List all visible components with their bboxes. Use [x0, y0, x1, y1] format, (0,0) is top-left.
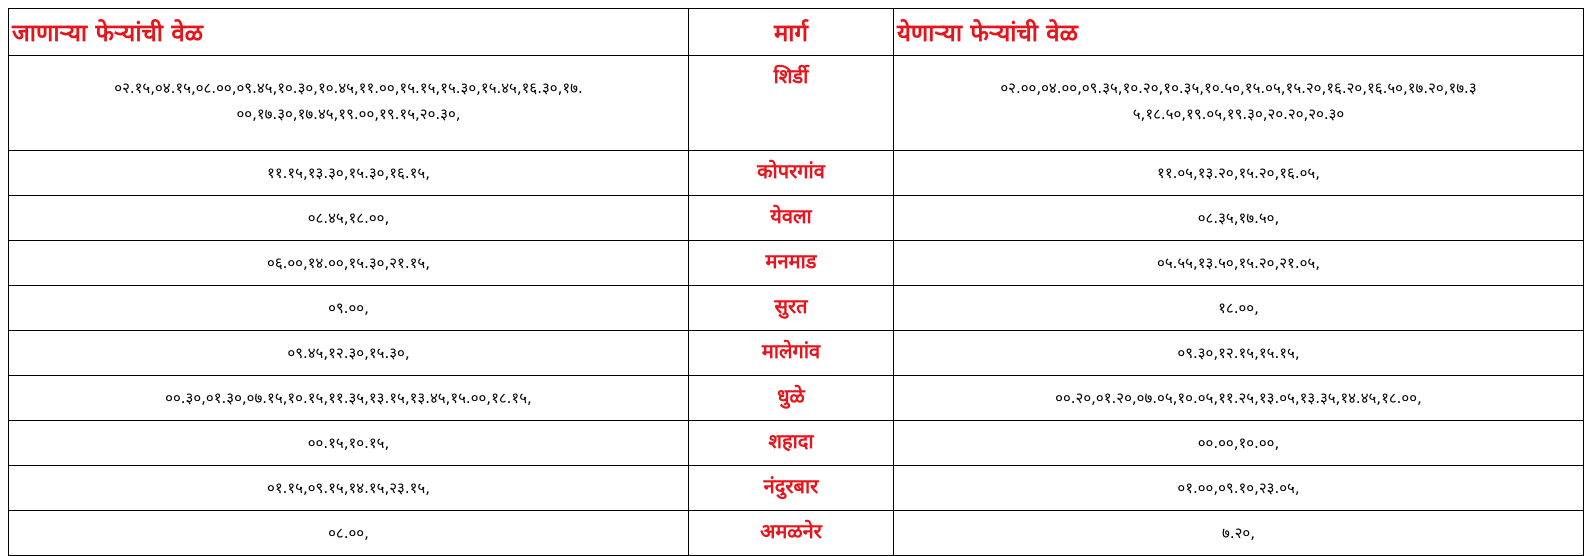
arrival-times: ०५.५५,१३.५०,१५.२०,२१.०५,: [894, 241, 1584, 286]
timetable-container: [8, 8, 1583, 556]
table-row: [9, 421, 1584, 466]
arrival-times: [894, 56, 1584, 151]
route-name: सुरत: [689, 286, 894, 331]
table-row: [9, 376, 1584, 421]
arrival-times: ०८.३५,१७.५०,: [894, 196, 1584, 241]
arrival-times: ७.२०,: [894, 511, 1584, 556]
arrival-times-line: ०२.००,०४.००,०९.३५,१०.२०,१०.३५,१०.५०,१५.०५,१५.२०,१६.२०,१६.५०,१७.२०,१७.३: [1000, 79, 1477, 97]
departure-times: ००.१५,१०.१५,: [9, 421, 689, 466]
route-name: अमळनेर: [689, 511, 894, 556]
route-header: मार्ग: [689, 9, 894, 56]
arrival-times: १८.००,: [894, 286, 1584, 331]
table-row: [9, 56, 1584, 151]
departure-times: ००.३०,०१.३०,०७.१५,१०.१५,११.३५,१३.१५,१३.४५,१५.००,१८.१५,: [9, 376, 689, 421]
route-name: धुळे: [689, 376, 894, 421]
arrival-times: ११.०५,१३.२०,१५.२०,१६.०५,: [894, 151, 1584, 196]
table-row: [9, 241, 1584, 286]
table-row: [9, 466, 1584, 511]
departure-times-line: ०२.१५,०४.१५,०८.००,०९.४५,१०.३०,१०.४५,११.००,१५.१५,१५.३०,१५.४५,१६.३०,१७.: [114, 79, 583, 97]
header-row: [9, 9, 1584, 56]
departure-times: ०१.१५,०९.१५,१४.१५,२३.१५,: [9, 466, 689, 511]
table-row: [9, 151, 1584, 196]
arrival-times-line: ५,१८.५०,१९.०५,१९.३०,२०.२०,२०.३०: [1132, 105, 1345, 123]
departure-times: ०८.००,: [9, 511, 689, 556]
departure-header: जाणाऱ्या फेऱ्यांची वेळ: [9, 9, 689, 56]
departure-times-line: ००,१७.३०,१७.४५,१९.००,१९.१५,२०.३०,: [236, 105, 461, 123]
departure-times: ०९.००,: [9, 286, 689, 331]
arrival-times: ०९.३०,१२.१५,१५.१५,: [894, 331, 1584, 376]
departure-times: ०८.४५,१८.००,: [9, 196, 689, 241]
table-row: [9, 331, 1584, 376]
bus-timetable: [8, 8, 1584, 556]
table-row: [9, 196, 1584, 241]
arrival-times: ०१.००,०९.१०,२३.०५,: [894, 466, 1584, 511]
route-name: नंदुरबार: [689, 466, 894, 511]
departure-times: ०९.४५,१२.३०,१५.३०,: [9, 331, 689, 376]
arrival-times: ००.२०,०१.२०,०७.०५,१०.०५,११.२५,१३.०५,१३.३५,१४.४५,१८.००,: [894, 376, 1584, 421]
departure-times: [9, 56, 689, 151]
table-row: [9, 511, 1584, 556]
arrival-times: ००.००,१०.००,: [894, 421, 1584, 466]
route-name: शिर्डी: [689, 56, 894, 151]
route-name: मनमाड: [689, 241, 894, 286]
table-row: [9, 286, 1584, 331]
route-name: येवला: [689, 196, 894, 241]
route-name: कोपरगांव: [689, 151, 894, 196]
arrival-header: येणाऱ्या फेऱ्यांची वेळ: [894, 9, 1584, 56]
route-name: शहादा: [689, 421, 894, 466]
departure-times: ११.१५,१३.३०,१५.३०,१६.१५,: [9, 151, 689, 196]
departure-times: ०६.००,१४.००,१५.३०,२१.१५,: [9, 241, 689, 286]
route-name: मालेगांव: [689, 331, 894, 376]
